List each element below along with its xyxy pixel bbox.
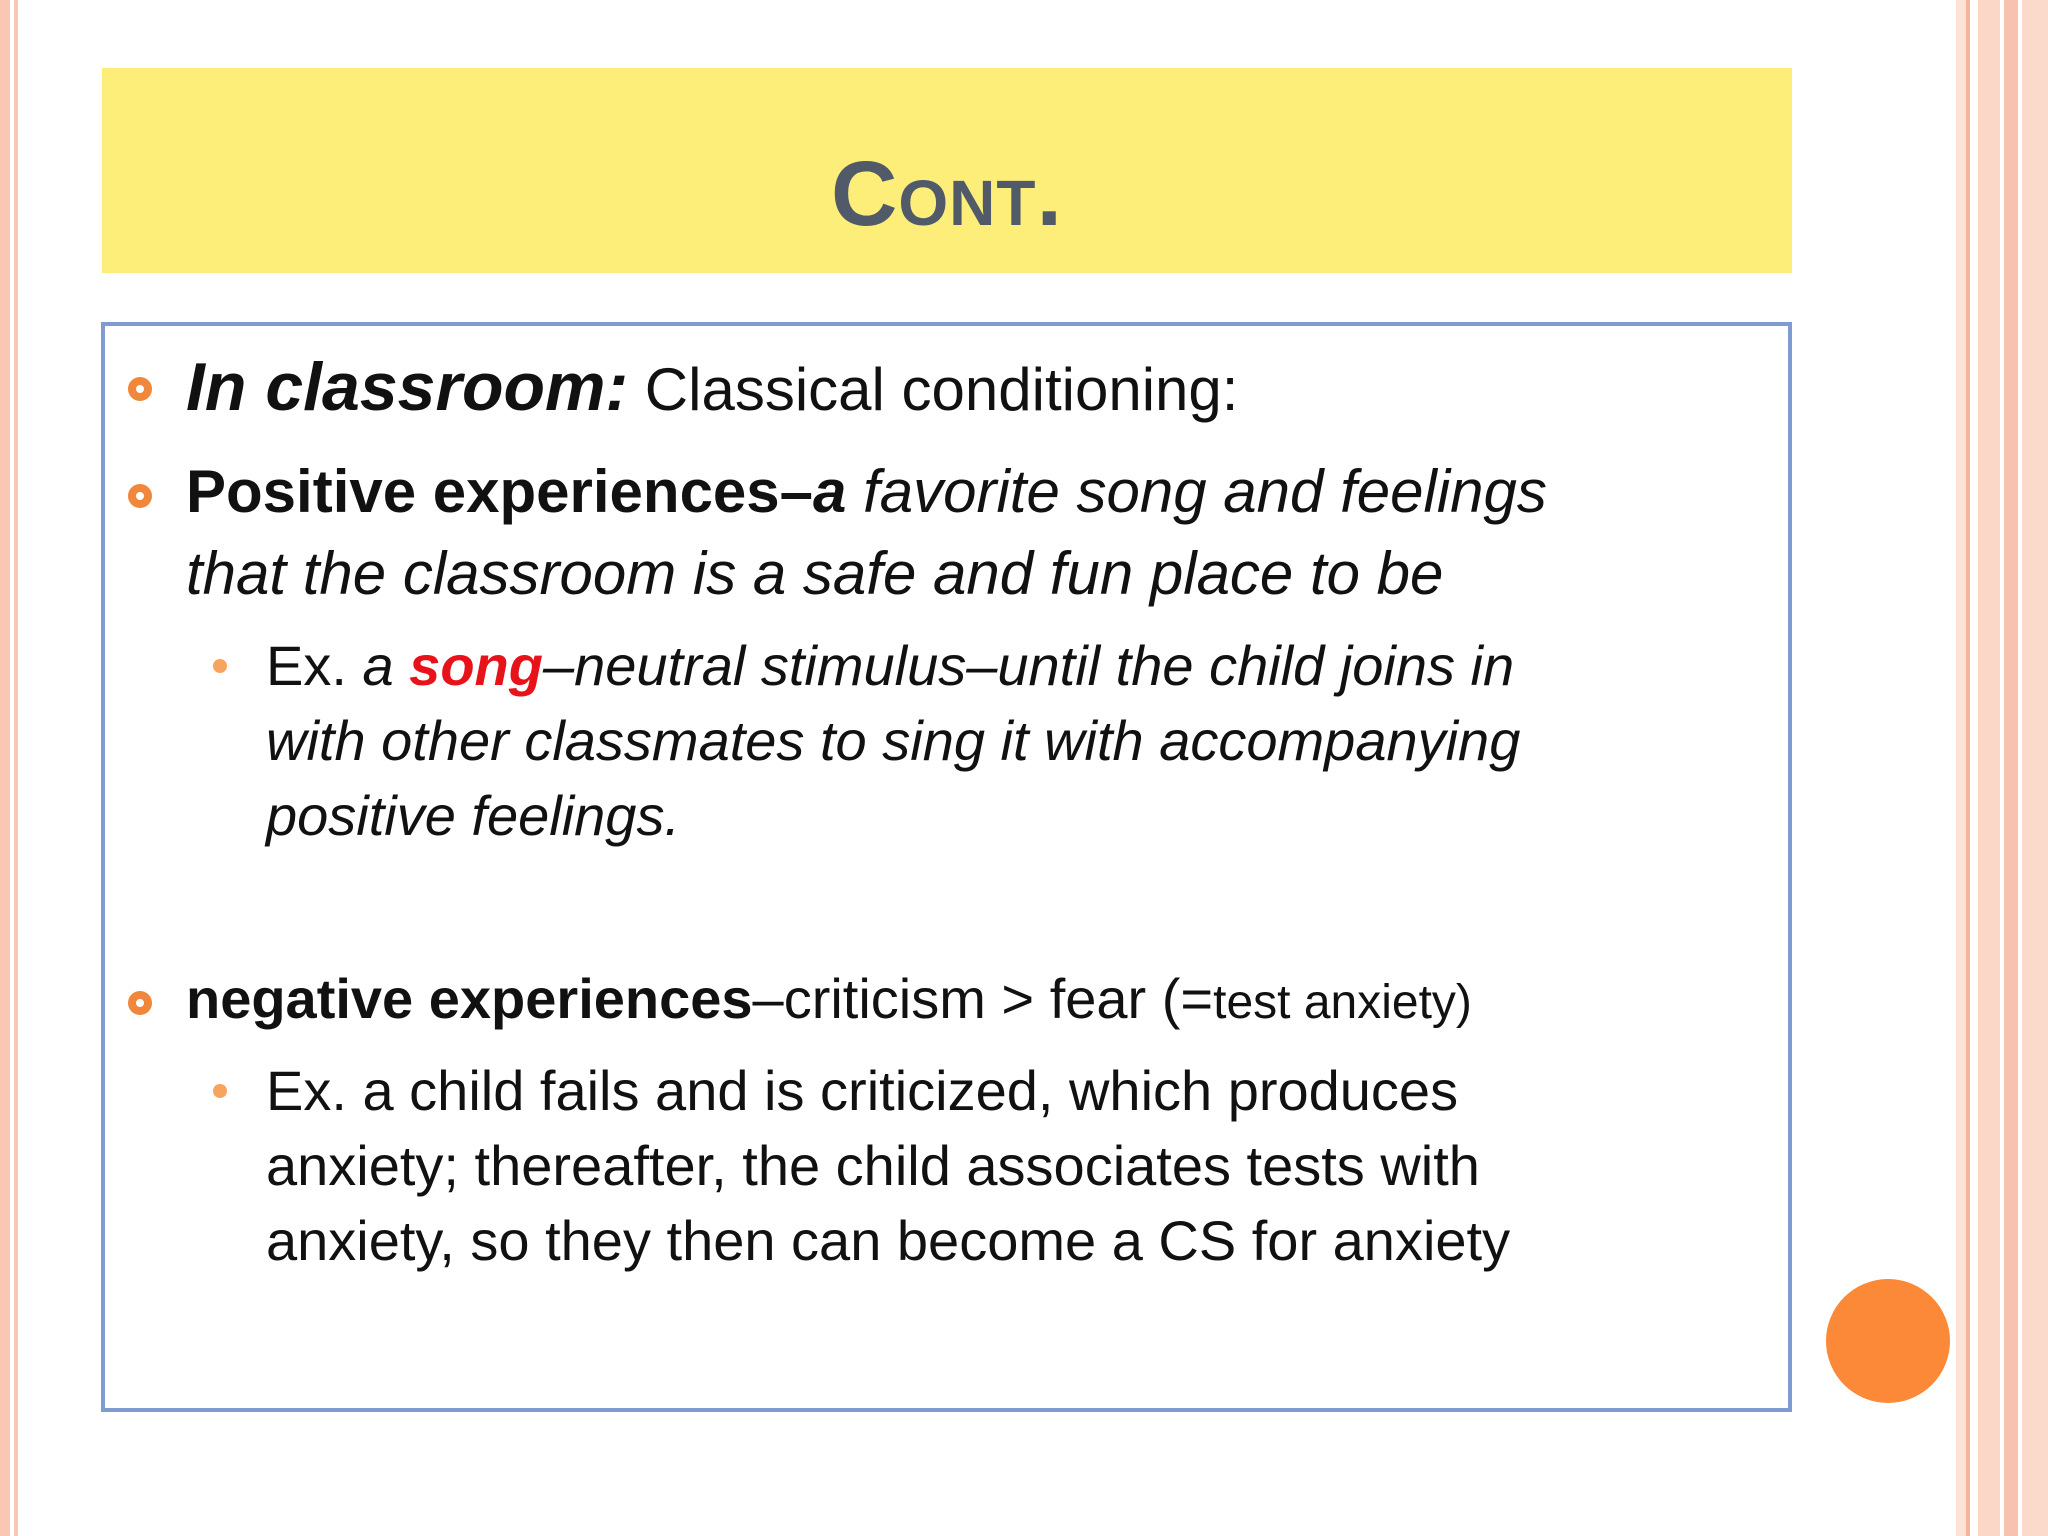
highlight-song: song — [409, 634, 543, 697]
bullet-lead: negative experiences — [186, 967, 753, 1030]
right-decor-stripe-3 — [1978, 0, 2000, 1536]
bullet-text: favorite song and feelings — [846, 458, 1547, 525]
right-decor-stripe-4 — [2004, 0, 2018, 1536]
sub-bullet-text: –neutral stimulus–until the child joins in — [542, 634, 1515, 697]
bullet-ring-icon — [128, 991, 152, 1015]
right-decor-stripe-2 — [1966, 0, 1970, 1536]
bullet-ring-icon — [128, 377, 152, 401]
bullet-lead: In classroom: — [186, 349, 629, 425]
sub-bullet-song-example — [266, 633, 1514, 698]
bullet-text: Classical conditioning: — [628, 356, 1239, 423]
right-decor-stripe-1 — [1956, 0, 1966, 1536]
sub-bullet-text-line2: with other classmates to sing it with accompanying — [266, 709, 1521, 772]
sub-bullet-text-line3: anxiety, so they then can become a CS for anxiety — [266, 1209, 1511, 1272]
left-decor-stripe-thin — [14, 0, 18, 1536]
sub-bullet-dot-icon — [213, 1084, 227, 1098]
bullet-positive-experiences — [186, 457, 1547, 526]
bullet-negative-experiences — [186, 966, 1472, 1031]
bullet-in-classroom — [186, 348, 1238, 426]
sub-bullet-text-line3: positive feelings. — [266, 784, 681, 847]
sub-bullet-text-line1: Ex. a child fails and is criticized, which produces — [266, 1059, 1459, 1122]
bullet-ring-icon — [128, 484, 152, 508]
bullet-text-line2: that the classroom is a safe and fun place to be — [186, 540, 1444, 607]
slide-title: Cont. — [830, 143, 1064, 245]
decorative-circle — [1826, 1279, 1950, 1403]
left-decor-stripe — [0, 0, 10, 1536]
right-decor-stripe-5 — [2022, 0, 2048, 1536]
title-bar — [102, 68, 1792, 273]
sub-bullet-text-line2: anxiety; thereafter, the child associates tests with — [266, 1134, 1480, 1197]
sub-bullet-dot-icon — [213, 659, 227, 673]
bullet-dash: – — [779, 458, 814, 525]
sub-bullet-ex: Ex. — [266, 634, 363, 697]
sub-bullet-article: a — [362, 634, 410, 697]
bullet-article: a — [813, 458, 847, 525]
bullet-lead: Positive experiences — [186, 458, 780, 525]
bullet-text: –criticism > fear (= — [752, 967, 1214, 1030]
bullet-text-small: test anxiety) — [1213, 976, 1472, 1029]
